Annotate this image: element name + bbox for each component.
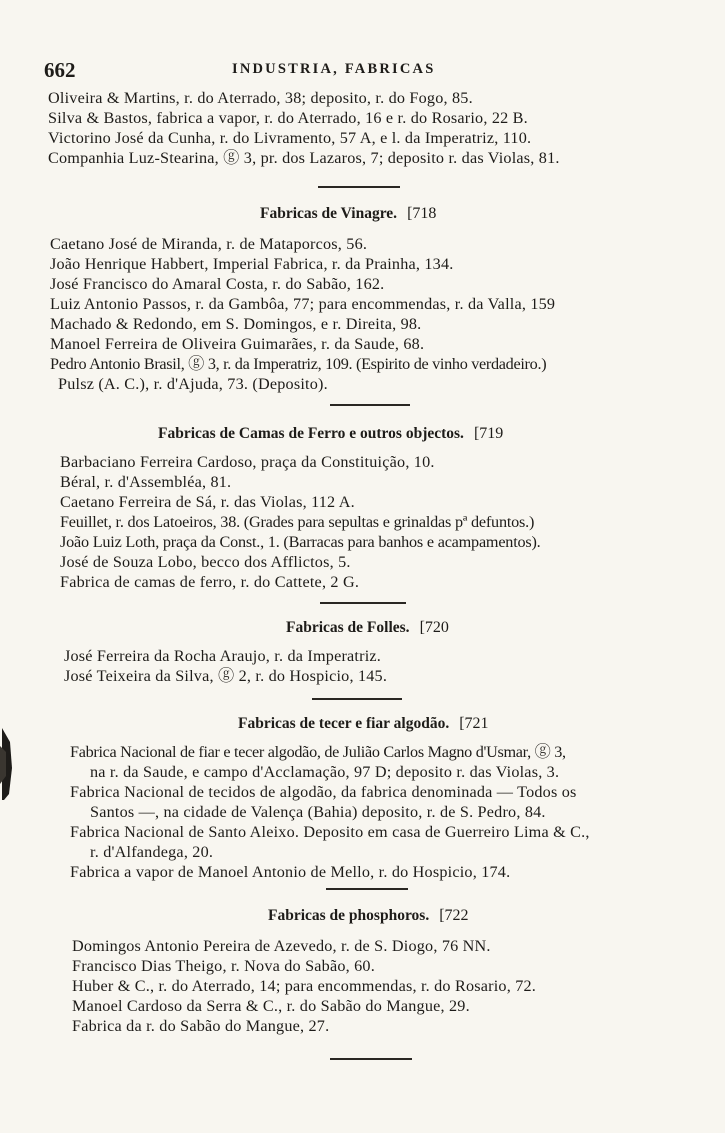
section-title-algodao: [238, 714, 489, 734]
section-title-text: Fabricas de Folles.: [286, 619, 410, 636]
list-item: Pedro Antonio Brasil, ⓖ 3, r. da Imperatriz, 109. (Espirito de vinho verdadeiro.): [50, 355, 547, 373]
section-number: [721: [459, 715, 489, 732]
section-title-camas: [158, 424, 503, 444]
section-divider: [320, 602, 406, 604]
list-item: Manoel Cardoso da Serra & C., r. do Sabão do Mangue, 29.: [72, 997, 470, 1015]
intro-entry: Companhia Luz-Stearina, ⓖ 3, pr. dos Lazaros, 7; deposito r. das Violas, 81.: [48, 149, 560, 167]
section-divider: [318, 186, 400, 188]
section-title-text: Fabricas de phosphoros.: [268, 907, 430, 924]
section-title-text: Fabricas de tecer e fiar algodão.: [238, 715, 450, 732]
list-item: João Henrique Habbert, Imperial Fabrica, r. da Prainha, 134.: [50, 255, 454, 273]
list-item: Francisco Dias Theigo, r. Nova do Sabão, 60.: [72, 957, 375, 975]
list-item: Caetano José de Miranda, r. de Mataporcos, 56.: [50, 235, 368, 253]
section-number: [722: [439, 907, 469, 924]
list-item: Manoel Ferreira de Oliveira Guimarães, r. da Saude, 68.: [50, 335, 425, 353]
list-item: r. d'Alfandega, 20.: [90, 843, 214, 861]
page-header: [44, 58, 694, 82]
section-divider: [326, 888, 408, 890]
running-head: INDUSTRIA, FABRICAS: [232, 61, 436, 77]
section-number: [718: [407, 205, 437, 222]
list-item: Fabrica Nacional de tecidos de algodão, da fabrica denominada — Todos os: [70, 783, 577, 801]
section-divider: [312, 698, 402, 700]
section-title-folles: [286, 618, 449, 638]
list-item: Fabrica Nacional de Santo Aleixo. Deposito em casa de Guerreiro Lima & C.,: [70, 823, 590, 841]
list-item: Santos —, na cidade de Valença (Bahia) deposito, r. de S. Pedro, 84.: [90, 803, 546, 821]
list-item: Luiz Antonio Passos, r. da Gambôa, 77; para encommendas, r. da Valla, 159: [50, 295, 556, 313]
list-item: José de Souza Lobo, becco dos Afflictos, 5.: [60, 553, 351, 571]
intro-entry: Victorino José da Cunha, r. do Livramento, 57 A, e l. da Imperatriz, 110.: [48, 129, 532, 147]
list-item: Pulsz (A. C.), r. d'Ajuda, 73. (Deposito).: [58, 375, 328, 393]
intro-entry: Oliveira & Martins, r. do Aterrado, 38; deposito, r. do Fogo, 85.: [48, 89, 473, 107]
list-item: Huber & C., r. do Aterrado, 14; para encommendas, r. do Rosario, 72.: [72, 977, 537, 995]
list-item: Barbaciano Ferreira Cardoso, praça da Constituição, 10.: [60, 453, 435, 471]
section-number: [720: [419, 619, 449, 636]
section-title-text: Fabricas de Camas de Ferro e outros objectos.: [158, 425, 464, 442]
list-item: José Ferreira da Rocha Araujo, r. da Imperatriz.: [64, 647, 382, 665]
list-item: Fabrica de camas de ferro, r. do Cattete, 2 G.: [60, 573, 360, 591]
list-item: Domingos Antonio Pereira de Azevedo, r. de S. Diogo, 76 NN.: [72, 937, 491, 955]
list-item: João Luiz Loth, praça da Const., 1. (Barracas para banhos e acampamentos).: [60, 533, 541, 551]
section-number: [719: [473, 425, 504, 442]
section-title-phosphoros: [268, 906, 469, 926]
section-title-vinagre: [260, 204, 436, 224]
list-item: José Teixeira da Silva, ⓖ 2, r. do Hospicio, 145.: [64, 667, 388, 685]
section-title-text: Fabricas de Vinagre.: [260, 205, 398, 222]
list-item: Fabrica a vapor de Manoel Antonio de Mello, r. do Hospicio, 174.: [70, 863, 511, 881]
page-number: 662: [44, 58, 76, 82]
list-item: Fabrica da r. do Sabão do Mangue, 27.: [72, 1017, 330, 1035]
section-divider: [330, 1058, 412, 1060]
binding-edge-mark: [0, 728, 22, 800]
section-divider: [330, 404, 410, 406]
list-item: Feuillet, r. dos Latoeiros, 38. (Grades para sepultas e grinaldas pª defuntos.): [60, 513, 535, 531]
list-item: Caetano Ferreira de Sá, r. das Violas, 112 A.: [60, 493, 355, 511]
list-item: Fabrica Nacional de fiar e tecer algodão, de Julião Carlos Magno d'Usmar, ⓖ 3,: [70, 743, 566, 761]
list-item: na r. da Saude, e campo d'Acclamação, 97 D; deposito r. das Violas, 3.: [90, 763, 560, 781]
intro-entry: Silva & Bastos, fabrica a vapor, r. do Aterrado, 16 e r. do Rosario, 22 B.: [48, 109, 528, 127]
list-item: Béral, r. d'Assembléa, 81.: [60, 473, 232, 491]
list-item: Machado & Redondo, em S. Domingos, e r. Direita, 98.: [50, 315, 422, 333]
list-item: José Francisco do Amaral Costa, r. do Sabão, 162.: [50, 275, 385, 293]
